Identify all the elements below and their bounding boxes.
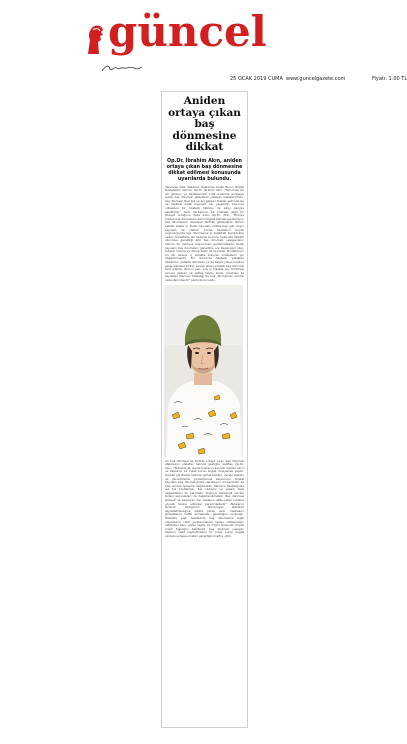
article-subhead: Op.Dr. İbrahim Akın, aniden ortaya çıkan baş dönmesine dikkat edilmesi konusunda uyarılarda bulundu. [166,158,243,182]
issue-date: 25 OCAK 2019 CUMA [230,76,283,82]
signature-mark [100,62,144,74]
doctor-portrait-image [164,285,243,458]
brand-logo: güncel [108,7,267,56]
ataturk-silhouette-emblem [84,20,106,56]
article-body-lower: arı baş dönmesi ile birlikte ortaya çıkan baş dönmesi ataklarının nöbetler halinde geldiğini belirten Op.Dr. Akın, "Tedavide ilk olarak hastanın ayrıntılı öyküsü alınır ve kapsamlı bir kulak burun boğaz muayenesi yapılır. Gerekli görülmesi halinde işitme testleri, denge testleri ve görüntüleme yöntemlerine başvurulur. Kristal kaynaklı baş dönmelerinde repozisyon manevraları ile kısa sürede iyileşme sağlanabilir. Meniere hastalığında ise tuz kısıtlaması, ilaç tedavisi ve yaşam tarzı değişiklikleri ön plandadır. Dirençli vakalarda cerrahi tedavi seçenekleri de değerlendirilebilir. Baş dönmesi şikayeti ile başvuran her hastanın altta yatan nedene yönelik tedavi edilmesi gerekmektedir" ifadelerini kullandı. Vertigonun tekrarlayan ataklarla seyredebileceğine dikkat çeken Akın, hastaların şikayetlerini hafife almamaları gerektiğini vurguladı. Özellikle yaşlı hastalarda baş dönmesine bağlı düşmelerin ciddi yaralanmalara neden olabileceğini hatırlatan Akın, erken teşhis ve doğru tedavinin büyük önem taşıdığını belirterek, baş dönmesi yaşayan kişilerin vakit kaybetmeden bir kulak burun boğaz uzmanına başvurmaları gerektiğinin altını çizdi. [165,458,244,538]
news-clipping [161,91,248,728]
article-headline: Aniden ortaya çıkan baş dönmesine dikkat [168,95,241,153]
article-body-upper: Sanko/ap Özel Akademi Hastanesi Kulak Burun Boğaz Hastalıkları Uzmanı Op.Dr. İbrahim Akın, "Toplumda sık sık görülen ve hastalarımızı ciddi anlamda endişeye sokan baş dönmesi şikayetleri yaşayan hastalarımızın, baş dönmesi hissi tek ve ani gelişen ataklar şeklinde ise ve özellikle kulak kaynaklı ise, yaşamları boyunca nükseden bir hastalık tablosu ile karşı karşıya kalabilirler" dedi. Vertigonun bir hastalık değil bir şikayet olduğunu ifade eden Op.Dr. Akın, "Türkiye aniden baş dönmesine karşı bilgisiz kalmak gerekmiyor, baş dönmesinin nedenleri farklılık gösterebilir. Bunun sebebi başta iç kulak kaynaklı olabileceği gibi beyin kaynaklı da olabilir. Ancak hastaların büyük çoğunluğunda baş dönmesine iç kulaktaki bozukluklar neden olmaktadır. Bu nedenle bu konu hakkında dikkatli olunması gerektiği gibi baş dönmesi yaşayanların hemen bir uzmana başvurması gerekmektedir. Kulak kaynaklı baş dönmeleri genellikle ani başlangıçlı olup, bulantı, kusma ve denge kaybı ile seyreder. Bu tablonun en sık nedeni iç kulakta bulunan kristallerin yer değiştirmesidir. Bu durumda hastalar yataktan kalkarken, yatakta dönerken ya da başını yukarı kaldırıp aşağı eğerken birkaç saniye süren şiddetli baş dönmesi tarif ederler. Bunun yanı sıra iç kulakta sıvı birikmesi sonucu gelişen ve işitme kaybı, kulak çınlaması ile seyreden Meniere hastalığı da baş dönmesinin önemli nedenlerindendir" şeklinde konuştu. [165,184,244,282]
issue-price: Fiyatı: 1.00 TL [372,76,407,82]
newspaper-masthead [82,7,407,82]
website-link[interactable]: www.guncelgazete.com [286,76,346,82]
doctor-photo [164,285,243,458]
